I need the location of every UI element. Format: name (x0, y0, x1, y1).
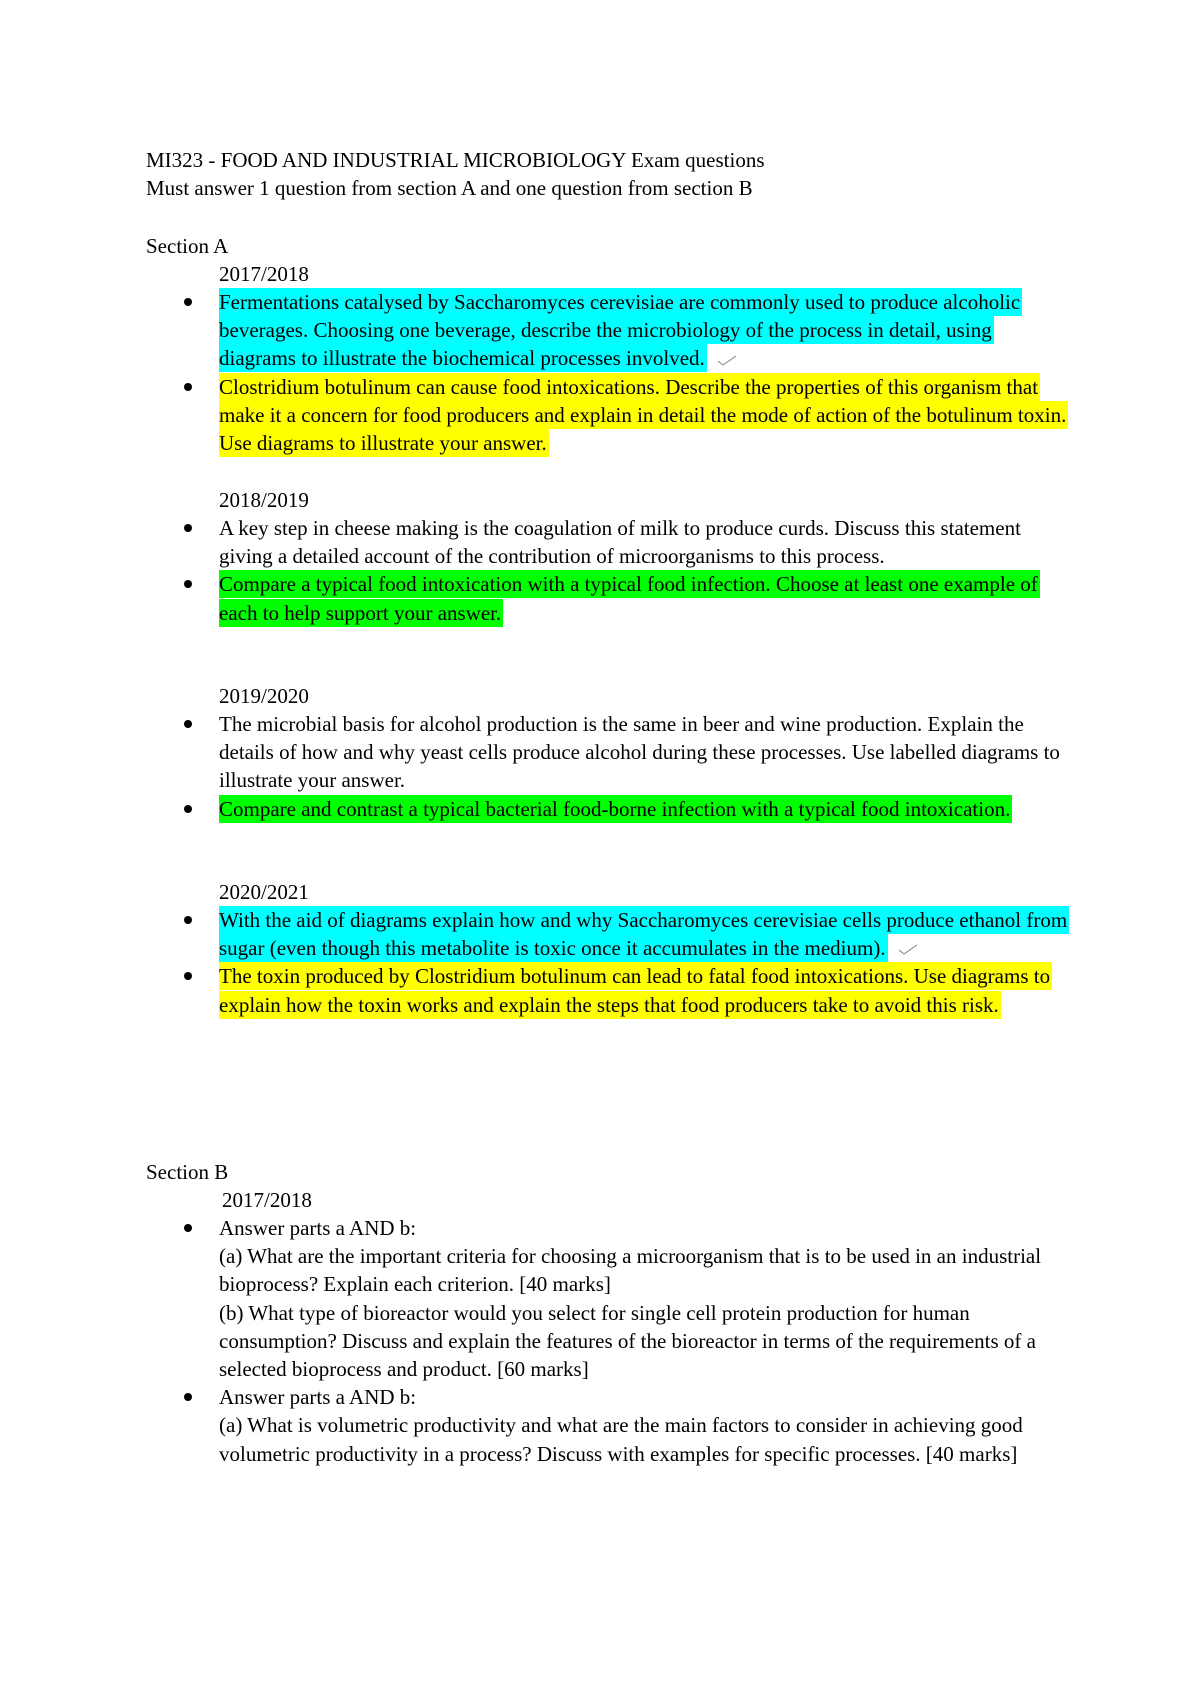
question-item (0, 1214, 1069, 1383)
question-intro: Answer parts a AND b: (219, 1216, 417, 1240)
question-part: (a) What is volumetric productivity and what are the main factors to consider in achieving good volumetric productivity in a process? Discuss with examples for specific processes. [40 marks] (219, 1413, 1023, 1466)
question-intro: Answer parts a AND b: (219, 1385, 417, 1410)
question-item (0, 570, 1069, 626)
checkmark-icon (897, 943, 919, 957)
question-list (0, 514, 1200, 627)
question-item (0, 962, 1069, 1018)
question-list (0, 1214, 1200, 1468)
question-text: Fermentations catalysed by Saccharomyces cerevisiae are commonly used to produce alcoholic beverages. Choosing one beverage, describe the microbiology of the process in detail, using diagrams to illustrate the biochemical processes involved. (219, 290, 1021, 371)
question-item (0, 795, 1069, 823)
question-text: Compare a typical food intoxication with a typical food infection. Choose at least one example of each to help support your answer. (219, 572, 1038, 625)
question-item (0, 514, 1069, 570)
year-heading: 2018/2019 (219, 488, 309, 512)
bullet-icon (184, 580, 192, 588)
bullet-icon (184, 972, 192, 980)
document-title: MI323 - FOOD AND INDUSTRIAL MICROBIOLOGY Exam questions (146, 148, 765, 172)
document-header (146, 146, 765, 202)
question-list (0, 288, 1200, 457)
question-list (0, 906, 1200, 1019)
question-item (0, 906, 1069, 962)
year-heading: 2017/2018 (222, 1188, 312, 1212)
checkmark-icon (716, 354, 738, 368)
bullet-icon (184, 298, 192, 306)
question-text: The toxin produced by Clostridium botulinum can lead to fatal food intoxications. Use diagrams to explain how the toxin works and explain the steps that food producers take to avoid this risk. (219, 964, 1051, 1017)
exam-instruction: Must answer 1 question from section A and one question from section B (146, 176, 753, 200)
bullet-icon (184, 383, 192, 391)
bullet-icon (184, 720, 192, 728)
question-item (0, 288, 1069, 373)
bullet-icon (184, 524, 192, 532)
section-a-heading: Section A (146, 234, 229, 258)
question-text: Clostridium botulinum can cause food intoxications. Describe the properties of this organism that make it a concern for food producers and explain in detail the mode of action of the botulinum toxin. Use diagrams to illustrate your answer. (219, 374, 1067, 456)
question-part: (b) What type of bioreactor would you select for single cell protein production for human consumption? Discuss and explain the features of the bioreactor in terms of the requirements of a selected bioprocess and product. [60 marks] (219, 1300, 1036, 1382)
question-item (0, 710, 1069, 795)
bullet-icon (184, 1224, 192, 1232)
question-text: Compare and contrast a typical bacterial food-borne infection with a typical food intoxication. (219, 796, 1011, 821)
bullet-icon (184, 1393, 192, 1401)
question-text: The microbial basis for alcohol production is the same in beer and wine production. Explain the details of how and why yeast cells produce alcohol during these processes. Use labelled diagrams to illustrate your answer. (219, 712, 1060, 793)
year-heading: 2017/2018 (219, 262, 309, 286)
bullet-icon (184, 805, 192, 813)
year-heading: 2020/2021 (219, 880, 309, 904)
question-item (0, 373, 1069, 458)
question-text: With the aid of diagrams explain how and why Saccharomyces cerevisiae cells produce ethanol from sugar (even though this metabolite is toxic once it accumulates in the medium). (219, 908, 1068, 961)
year-heading: 2019/2020 (219, 684, 309, 708)
bullet-icon (184, 916, 192, 924)
question-item (0, 1383, 1069, 1468)
section-b-heading: Section B (146, 1160, 229, 1184)
question-part: (a) What are the important criteria for choosing a microorganism that is to be used in an industrial bioprocess? Explain each criterion. [40 marks] (219, 1244, 1042, 1297)
question-text: A key step in cheese making is the coagulation of milk to produce curds. Discuss this statement giving a detailed account of the contribution of microorganisms to this process. (219, 516, 1021, 569)
question-list (0, 710, 1200, 823)
